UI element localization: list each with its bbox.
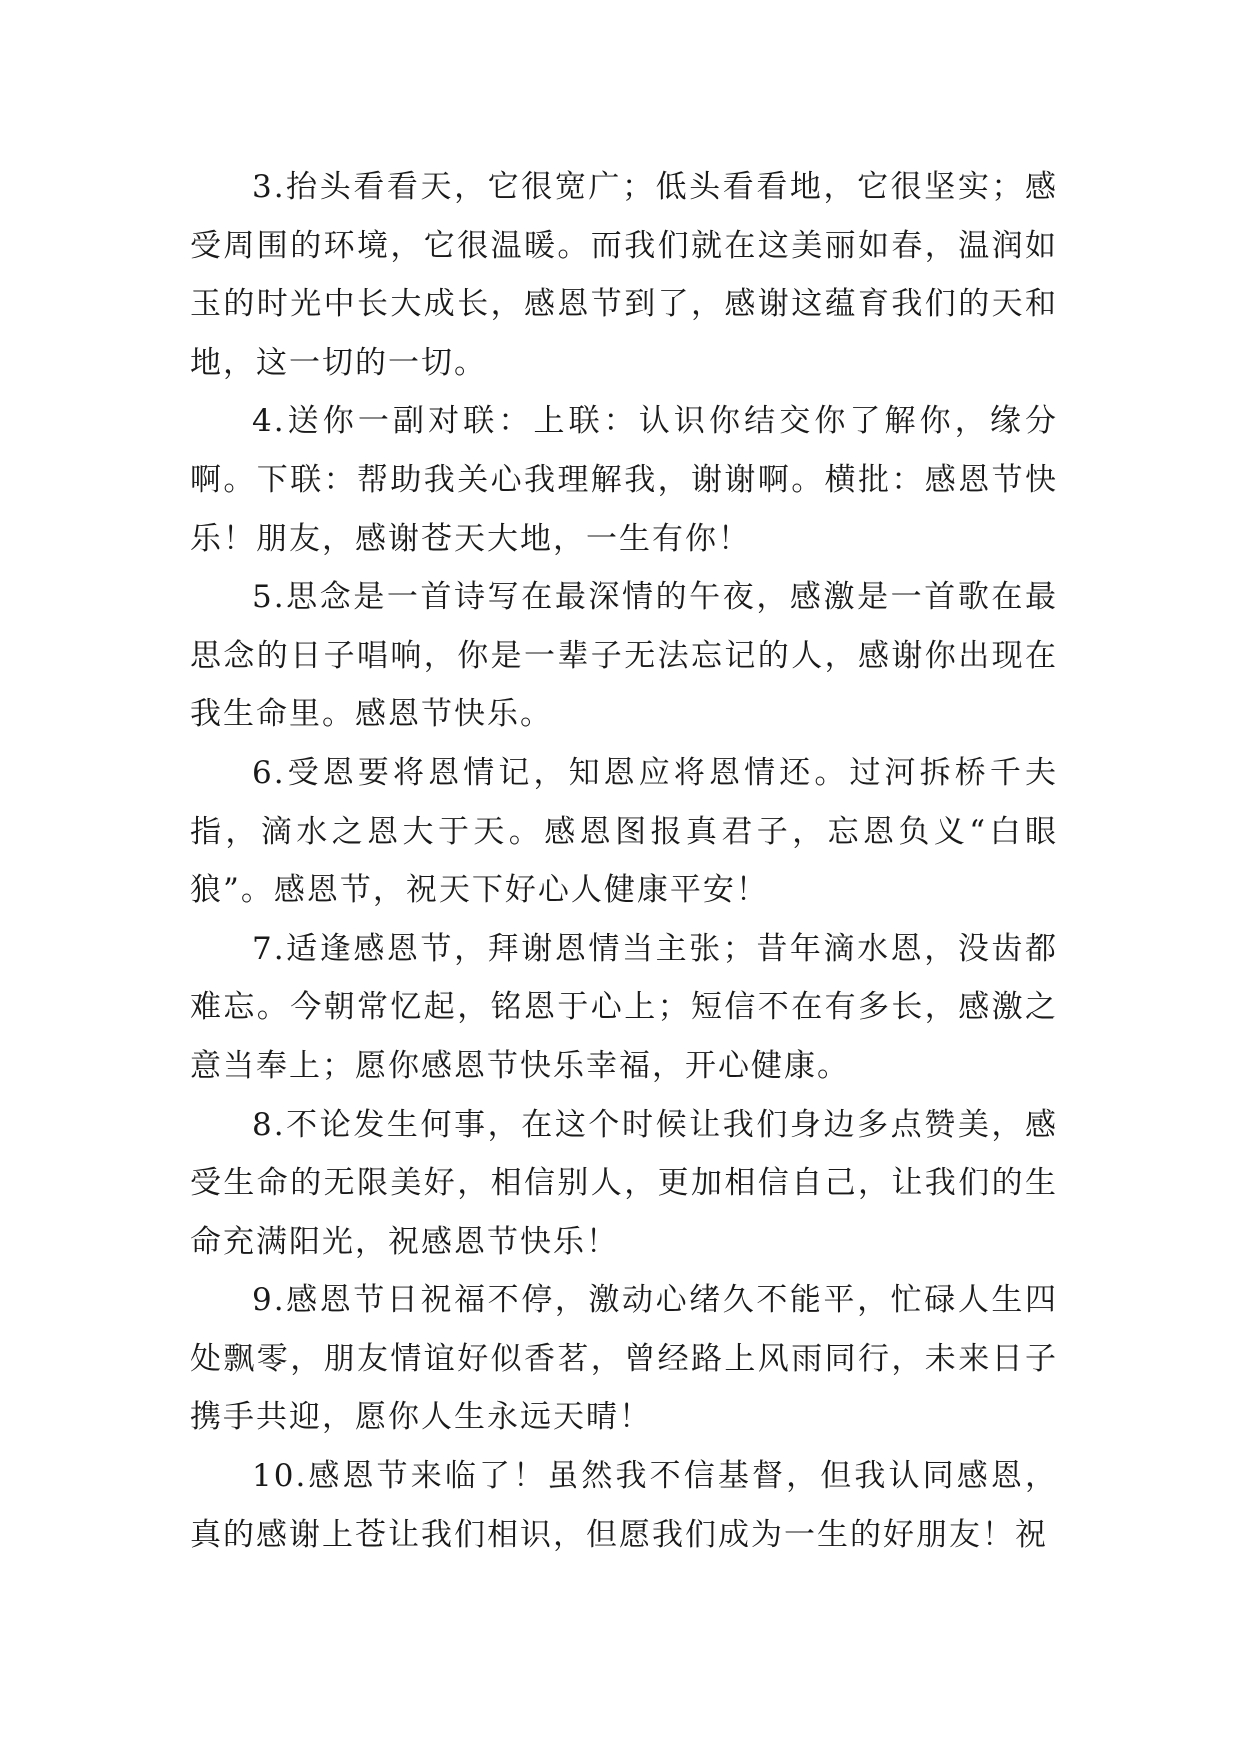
paragraph-3: 3.抬头看看天，它很宽广；低头看看地，它很坚实；感受周围的环境，它很温暖。而我们就在这美丽如春，温润如玉的时光中长大成长，感恩节到了，感谢这蕴育我们的天和地，这一切的一切。 [190,169,1058,381]
paragraph-5: 5.思念是一首诗写在最深情的午夜，感激是一首歌在最思念的日子唱响，你是一辈子无法忘记的人，感谢你出现在我生命里。感恩节快乐。 [190,579,1058,733]
paragraph-6: 6.受恩要将恩情记，知恩应将恩情还。过河拆桥千夫指，滴水之恩大于天。感恩图报真君子，忘恩负义“白眼狼”。感恩节，祝天下好心人健康平安！ [190,754,1058,909]
paragraph-8: 8.不论发生何事，在这个时候让我们身边多点赞美，感受生命的无限美好，相信别人，更加相信自己，让我们的生命充满阳光，祝感恩节快乐！ [190,1106,1058,1260]
document-body [190,158,1058,1564]
paragraph-4: 4.送你一副对联：上联：认识你结交你了解你，缘分啊。下联：帮助我关心我理解我，谢谢啊。横批：感恩节快乐！朋友，感谢苍天大地，一生有你！ [190,403,1058,557]
paragraph-10: 10.感恩节来临了！虽然我不信基督，但我认同感恩，真的感谢上苍让我们相识，但愿我们成为一生的好朋友！祝 [190,1458,1058,1553]
paragraph-9: 9.感恩节日祝福不停，激动心绪久不能平，忙碌人生四处飘零，朋友情谊好似香茗，曾经路上风雨同行，未来日子携手共迎，愿你人生永远天晴！ [190,1282,1058,1436]
paragraph-7: 7.适逢感恩节，拜谢恩情当主张；昔年滴水恩，没齿都难忘。今朝常忆起，铭恩于心上；短信不在有多长，感激之意当奉上；愿你感恩节快乐幸福，开心健康。 [190,930,1058,1084]
